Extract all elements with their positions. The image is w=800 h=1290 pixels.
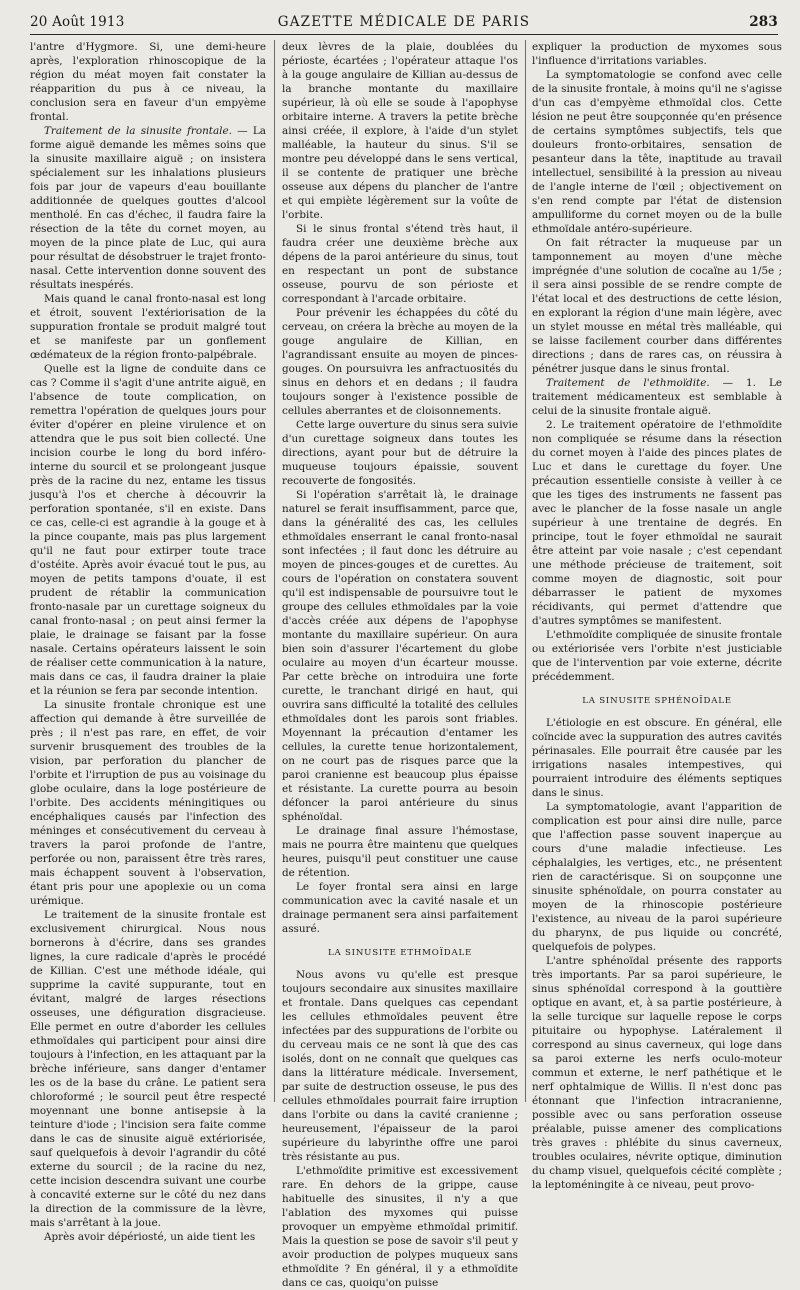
section-heading: LA SINUSITE ETHMOÏDALE [327,948,473,958]
run-in-heading: Traitement de l'ethmoïdite. [546,377,710,389]
paragraph: La symptomatologie, avant l'apparition de complication est pour ainsi dire nulle, parce que l'affection passe souvent inaperçue au cours d'une maladie infectieuse. Les céphalalgies, les vertiges, etc., ne présentent rien de caractérisque. Si on soupçonne une sinusite sphénoïdale, on pourra constater au moyen de la rhinoscopie postérieure l'existence, au niveau de la paroi supérieure du pharynx, de pus liquide ou concrété, quelquefois de polypes. [532,801,782,953]
paragraph: deux lèvres de la plaie, doublées du périoste, écartées ; l'opérateur attaque l'os à la gouge angulaire de Killian au-dessus de la branche montante du maxillaire supérieur, là où elle se soude à l'apophyse orbitaire interne. A travers la petite brèche ainsi créée, il explore, à l'aide d'un stylet malléable, la hauteur du sinus. S'il se montre peu développé dans le sens vertical, il se contente de pratiquer une brèche osseuse aux dépens du plancher de l'antre et qui empiète légèrement sur la voûte de l'orbite. [282,41,518,221]
paragraph: expliquer la production de myxomes sous l'influence d'irritations variables. [532,41,782,67]
paragraph: La sinusite frontale chronique est une affection qui demande à être surveillée de près ; il n'est pas rare, en effet, de voir survenir brusquement des troubles de la vision, par perforation du plancher de l'orbite et l'irruption de pus au voisinage du globe oculaire, dans la loge postérieure de l'orbite. Des accidents méningitiques ou encéphaliques causés par l'infection des méninges et consécutivement du cerveau à travers la paroi profonde de l'antre, perforée ou non, paraissent être très rares, mais échappent souvent à l'observation, étant pris pour une apoplexie ou un coma urémique. [30,699,266,907]
paragraph [30,124,266,292]
header-title: GAZETTE MÉDICALE DE PARIS [277,14,531,30]
header-rule [30,34,778,35]
paragraph: Cette large ouverture du sinus sera suivie d'un curettage soigneux dans toutes les directions, ayant pour but de détruire la muqueuse toujours épaissie, souvent recouverte de fongosités. [282,419,518,487]
paragraph: Après avoir dépériosté, un aide tient les [44,1231,256,1243]
header-page-number: 283 [749,14,778,30]
column-2 [282,40,518,1289]
paragraph: Si l'opération s'arrêtait là, le drainage naturel se ferait insuffisamment, parce que, dans la généralité des cas, les cellules ethmoïdales enserrant le canal fronto-nasal sont infectées ; il faut donc les détruire au moyen de pinces-gouges et de curettes. Au cours de l'opération on constatera souvent qu'il est indispensable de poursuivre tout le groupe des cellules ethmoïdales par la voie d'accès créée aux dépens de l'apophyse montante du maxillaire supérieur. On aura bien soin d'assurer l'écartement du globe oculaire au moyen d'un écarteur mousse. Par cette brèche on introduira une forte curette, le tranchant dirigé en haut, qui ouvrira sans difficulté la totalité des cellules ethmoïdales dont les parois sont friables. Moyennant la précaution d'entamer les cellules, la curette tenue horizontalement, on ne court pas de risques parce que la paroi cranienne est beaucoup plus épaisse et résistante. La curette pourra au besoin défoncer la paroi antérieure du sinus sphénoïdal. [282,489,518,823]
paragraph: On fait rétracter la muqueuse par un tamponnement au moyen d'une mèche imprégnée d'une solution de cocaïne au 1/5e ; il sera ainsi possible de se rendre compte de l'état local et des destructions de cette lésion, en explorant la région d'une main légère, avec un stylet mousse en métal très malléable, qui se laisse facilement courber dans différentes directions ; dans de rares cas, on réussira à pénétrer jusque dans le sinus frontal. [532,237,782,375]
run-in-heading: Traitement de la sinusite frontale. [44,125,232,137]
section-heading: LA SINUSITE SPHÉNOÏDALE [582,696,732,706]
paragraph: Le foyer frontal sera ainsi en large communication avec la cavité nasale et un drainage permanent sera ainsi parfaitement assuré. [282,881,518,935]
paragraph: L'antre sphénoïdal présente des rapports très importants. Par sa paroi supérieure, le sinus sphénoïdal correspond à la gouttière optique en avant, et, à sa partie postérieure, à la selle turcique sur laquelle repose le corps pituitaire ou hypophyse. Latéralement il correspond au sinus caverneux, qui loge dans sa paroi externe les nerfs oculo-moteur commun et externe, le nerf pathétique et le nerf ophtalmique de Willis. Il n'est donc pas étonnant que l'infection intracranienne, possible avec ou sans perforation osseuse préalable, puisse amener des complications très graves : phlébite du sinus caverneux, troubles oculaires, névrite optique, diminution du champ visuel, quelquefois cécité complète ; la leptoméningite à ce niveau, peut provo- [532,955,782,1191]
paragraph: Nous avons vu qu'elle est presque toujours secondaire aux sinusites maxillaire et frontale. Dans quelques cas cependant les cellules ethmoïdales peuvent être infectées par des suppurations de l'orbite ou du cerveau mais ce ne sont là que des cas isolés, dont on ne connaît que quelques cas dans la littérature médicale. Inversement, par suite de destruction osseuse, le pus des cellules ethmoïdales pourrait faire irruption dans l'orbite ou dans la cavité cranienne ; heureusement, l'épaisseur de la paroi supérieure du labyrinthe offre une paroi très résistante au pus. [282,969,518,1163]
header-date: 20 Août 1913 [30,14,125,30]
paragraph: Quelle est la ligne de conduite dans ce cas ? Comme il s'agit d'une antrite aiguë, en l'absence de toute complication, on remettra l'opération de quelques jours pour éviter d'opérer en pleine virulence et on attendra que le pus soit bien collecté. Une incision courbe le long du bord inféro-interne du sourcil et se prolongeant jusque près de la racine du nez, entame les tissus jusqu'à l'os et cherche à découvrir la perforation spontanée, s'il en existe. Dans ce cas, celle-ci est agrandie à la gouge et à la pince coupante, mais pas plus largement qu'il ne faut pour extirper toute trace d'ostéite. Après avoir évacué tout le pus, au moyen de petits tampons d'ouate, il est prudent de rétablir la communication fronto-nasale par un curettage soigneux du canal fronto-nasal ; on peut ainsi fermer la plaie, le drainage se faisant par la fosse nasale. Certains opérateurs laissent le soin de réaliser cette communication à la nature, mais dans ce cas, il faudra drainer la plaie et la réunion se fera par seconde intention. [30,363,266,697]
paragraph: Si le sinus frontal s'étend très haut, il faudra créer une deuxième brèche aux dépens de la paroi antérieure du sinus, tout en respectant un pont de substance osseuse, pourvu de son périoste et correspondant à l'arcade orbitaire. [282,223,518,305]
paragraph: 2. Le traitement opératoire de l'ethmoïdite non compliquée se résume dans la résection du cornet moyen à l'aide des pinces plates de Luc et dans le curettage du foyer. Une précaution essentielle consiste à veiller à ce que les tiges des instruments ne fassent pas avec le plancher de la fosse nasale un angle supérieur à une trentaine de degrés. En principe, tout le foyer ethmoïdal ne saurait être atteint par voie nasale ; c'est cependant une méthode précieuse de traitement, soit comme moyen de diagnostic, soit pour débarrasser le patient de myxomes récidivants, qui permet d'attendre que d'autres symptômes se manifestent. [532,419,782,627]
paragraph-text: — 1. Le traitement médicamenteux est semblable à celui de la sinusite frontale aiguë. [532,377,782,417]
paragraph: Pour prévenir les échappées du côté du cerveau, on créera la brèche au moyen de la gouge angulaire de Killian, en l'agrandissant ensuite au moyen de pinces-gouges. On poursuivra les anfractuosités du sinus en dehors et en dedans ; il faudra toujours songer à l'existence possible de cellules aberrantes et de cloisonnements. [282,307,518,417]
page-header [30,14,778,34]
column-divider [274,40,275,1102]
column-1 [30,40,266,1243]
paragraph [532,376,782,418]
paragraph: L'étiologie en est obscure. En général, elle coïncide avec la suppuration des autres cavités périnasales. Elle pourrait être causée par les irrigations nasales intempestives, qui pourraient introduire des éléments septiques dans le sinus. [532,717,782,799]
paragraph: Le traitement de la sinusite frontale est exclusivement chirurgical. Nous nous bornerons à d'écrire, dans ses grandes lignes, la cure radicale d'après le procédé de Killian. C'est une méthode idéale, qui supprime la cavité suppurante, tout en évitant, malgré de larges résections osseuses, une défiguration disgracieuse. Elle permet en outre d'aborder les cellules ethmoïdales qui participent pour ainsi dire toujours à l'infection, en les attaquant par la brèche inférieure, sans danger d'entamer les os de la base du crâne. Le patient sera chloroformé ; le sourcil peut être respecté moyennant une bonne antisepsie à la teinture d'iode ; l'incision sera faite comme dans le cas de sinusite aiguë extériorisée, sauf quelquefois à devoir l'agrandir du côté externe du sourcil ; de la racine du nez, cette incision descendra suivant une courbe à concavité externe sur le côté du nez dans la direction de la commissure de la lèvre, mais s'arrêtant à la joue. [30,909,266,1229]
paragraph: L'ethmoïdite primitive est excessivement rare. En dehors de la grippe, cause habituelle des sinusites, il n'y a que l'ablation des myxomes qui puisse provoquer un empyème ethmoïdal primitif. Mais la question se pose de savoir s'il peut y avoir production de polypes muqueux sans ethmoïdite ? En général, il y a ethmoïdite dans ce cas, quoiqu'on puisse [282,1165,518,1289]
paragraph: L'ethmoïdite compliquée de sinusite frontale ou extériorisée vers l'orbite n'est justiciable que de l'intervention par voie externe, décrite précédemment. [532,629,783,683]
column-divider [525,40,526,1102]
paragraph-text: — La forme aiguë demande les mêmes soins que la sinusite maxillaire aiguë ; on insistera spécialement sur les inhalations plusieurs fois par jour de vapeurs d'eau bouillante additionnée de quelques gouttes d'alcool mentholé. En cas d'échec, il faudra faire la résection de la tête du cornet moyen, au moyen de la pince plate de Luc, qui aura pour résultat de désobstruer le trajet fronto-nasal. Cette intervention donne souvent des résultats inespérés. [30,125,266,291]
paragraph: Le drainage final assure l'hémostase, mais ne pourra être maintenu que quelques heures, puisqu'il peut constituer une cause de rétention. [282,825,518,879]
column-3 [532,40,783,1191]
paragraph: La symptomatologie se confond avec celle de la sinusite frontale, à moins qu'il ne s'agisse d'un cas d'empyème ethmoïdal clos. Cette lésion ne peut être soupçonnée qu'en présence de certains symptômes subjectifs, tels que douleurs fronto-orbitaires, sensation de pesanteur dans la tête, inaptitude au travail intellectuel, sensibilité à la pression au niveau de l'angle interne de l'œil ; objectivement on s'en rend compte par l'état de distension ampulliforme du cornet moyen ou de la bulle ethmoïdale antéro-supérieure. [532,69,782,235]
paragraph: l'antre d'Hygmore. Si, une demi-heure après, l'exploration rhinoscopique de la région du méat moyen fait constater la réapparition du pus à ce niveau, la conclusion sera en faveur d'un empyème frontal. [30,41,266,123]
paragraph: Mais quand le canal fronto-nasal est long et étroit, souvent l'extériorisation de la suppuration frontale se produit malgré tout et se manifeste par un gonflement œdémateux de la région fronto-palpébrale. [30,293,266,361]
